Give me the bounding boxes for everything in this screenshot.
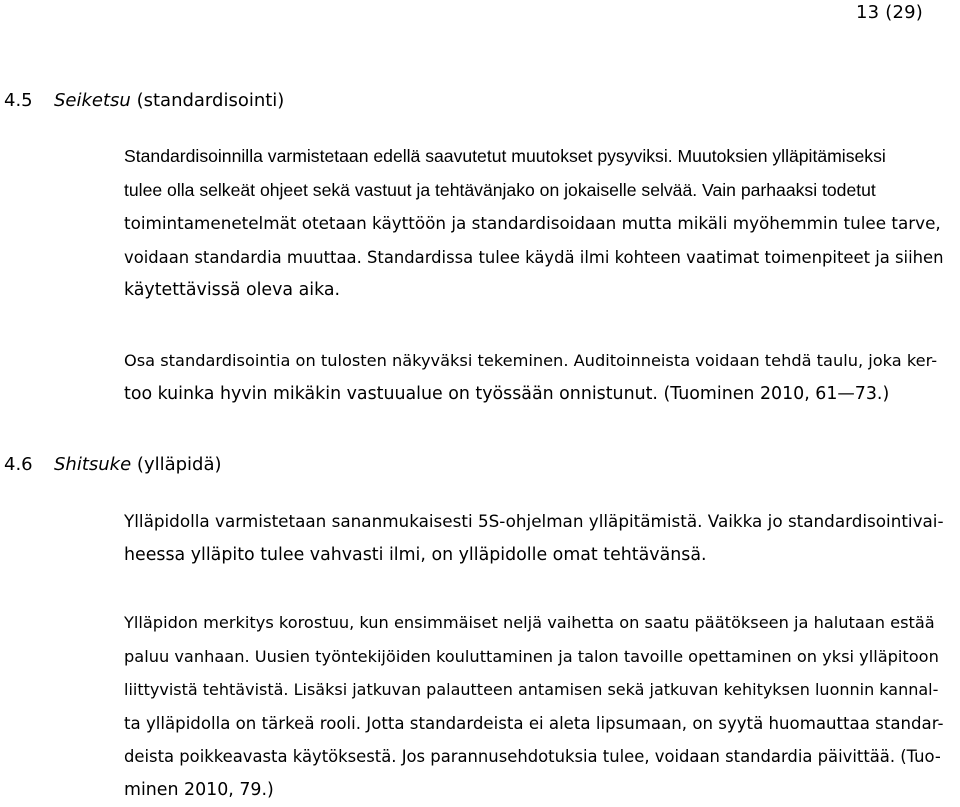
- text-line: Ylläpidolla varmistetaan sananmukaisesti 5S-ohjelman ylläpitämistä. Vaikka jo standardisointivai-: [124, 505, 944, 539]
- paragraph-standardisointi-1: [124, 140, 944, 308]
- section-heading-4-6: [4, 454, 222, 476]
- section-number: 4.5: [4, 90, 54, 112]
- text-line: deista poikkeavasta käytöksestä. Jos parannusehdotuksia tulee, voidaan standardia päivittää. (Tuo-: [124, 740, 944, 774]
- section-subtitle: (ylläpidä): [137, 454, 222, 475]
- text-line: paluu vanhaan. Uusien työntekijöiden kouluttaminen ja talon tavoille opettaminen on yksi ylläpitoon: [124, 640, 944, 674]
- section-number: 4.6: [4, 454, 54, 476]
- text-line: tulee olla selkeät ohjeet sekä vastuut ja tehtävänjako on jokaiselle selvää. Vain parhaaksi todetut: [124, 174, 944, 208]
- text-line: käytettävissä oleva aika.: [124, 274, 944, 308]
- paragraph-yllapito-1: [124, 505, 944, 572]
- text-line: liittyvistä tehtävistä. Lisäksi jatkuvan palautteen antamisen sekä jatkuvan kehityksen luonnin kannal-: [124, 673, 944, 707]
- section-heading-4-5: [4, 90, 284, 112]
- text-line: heessa ylläpito tulee vahvasti ilmi, on ylläpidolle omat tehtävänsä.: [124, 539, 944, 573]
- section-subtitle: (standardisointi): [137, 90, 285, 111]
- text-line: Ylläpidon merkitys korostuu, kun ensimmäiset neljä vaihetta on saatu päätökseen ja halutaan estää: [124, 606, 944, 640]
- section-term: Seiketsu: [54, 90, 131, 111]
- page-number: 13 (29): [856, 2, 923, 24]
- paragraph-yllapito-2: [124, 606, 944, 807]
- text-line: ta ylläpidolla on tärkeä rooli. Jotta standardeista ei aleta lipsumaan, on syytä huomauttaa standar-: [124, 707, 944, 741]
- text-line: Standardisoinnilla varmistetaan edellä saavutetut muutokset pysyviksi. Muutoksien ylläpitämiseksi: [124, 140, 944, 174]
- text-line: minen 2010, 79.): [124, 774, 944, 807]
- text-line: toimintamenetelmät otetaan käyttöön ja standardisoidaan mutta mikäli myöhemmin tulee tarve,: [124, 207, 944, 241]
- section-term: Shitsuke: [54, 454, 131, 475]
- text-line: too kuinka hyvin mikäkin vastuualue on työssään onnistunut. (Tuominen 2010, 61—73.): [124, 378, 944, 412]
- paragraph-standardisointi-2: [124, 344, 944, 411]
- text-line: Osa standardisointia on tulosten näkyväksi tekeminen. Auditoinneista voidaan tehdä taulu, joka ker-: [124, 344, 944, 378]
- text-line: voidaan standardia muuttaa. Standardissa tulee käydä ilmi kohteen vaatimat toimenpiteet ja siihen: [124, 241, 944, 275]
